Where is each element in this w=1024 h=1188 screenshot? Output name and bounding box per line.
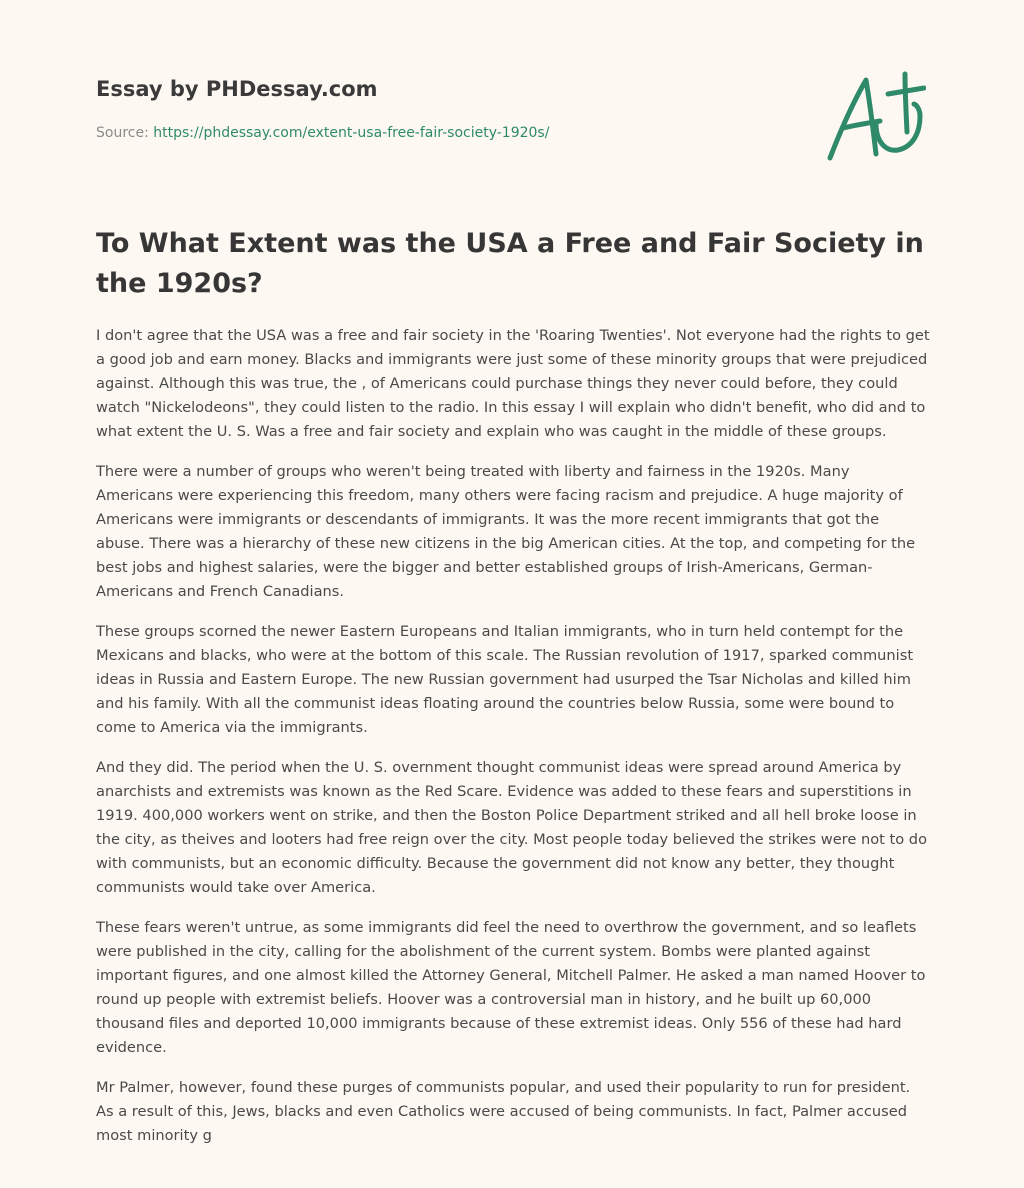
essay-paragraph: Mr Palmer, however, found these purges of communists popular, and used their popularity to run for president. As a result of this, Jews, blacks and even Catholics were accused of being communists. In fact, Palmer accused most minority g [96,1079,911,1144]
a-plus-logo-icon [826,70,926,164]
source-line [96,125,549,141]
essay-paragraph: And they did. The period when the U. S. overnment thought communist ideas were spread around America by anarchists and extremists was known as the Red Scare. Evidence was added to these fears and superstitions in 1919. 400,000 workers went on strike, and then the Boston Police Department striked and all hell broke loose in the city, as theives and looters had free reign over the city. Most people today believed the strikes were not to do with communists, but an economic difficulty. Because the government did not know any better, they thought communists would take over America. [96,759,928,896]
essay-paragraph: I don't agree that the USA was a free and fair society in the 'Roaring Twenties'. Not everyone had the rights to get a good job and earn money. Blacks and immigrants were just some of these minority groups that were prejudiced against. Although this was true, the , of Americans could purchase things they never could before, they could watch "Nickelodeons", they could listen to the radio. In this essay I will explain who didn't benefit, who did and to what extent the U. S. Was a free and fair society and explain who was caught in the middle of these groups. [96,327,930,440]
essay-body [96,324,930,1164]
source-label: Source: [96,125,154,141]
essay-paragraph: These groups scorned the newer Eastern Europeans and Italian immigrants, who in turn held contempt for the Mexicans and blacks, who were at the bottom of this scale. The Russian revolution of 1917, sparked communist ideas in Russia and Eastern Europe. The new Russian government had usurped the Tsar Nicholas and killed him and his family. With all the communist ideas floating around the countries below Russia, some were bound to come to America via the immigrants. [96,623,914,736]
essay-paragraph: There were a number of groups who weren't being treated with liberty and fairness in the 1920s. Many Americans were experiencing this freedom, many others were facing racism and prejudice. A huge majority of Americans were immigrants or descendants of immigrants. It was the more recent immigrants that got the abuse. There was a hierarchy of these new citizens in the big American cities. At the top, and competing for the best jobs and highest salaries, were the bigger and better established groups of Irish-Americans, German-Americans and French Canadians. [96,463,916,600]
essay-paragraph: These fears weren't untrue, as some immigrants did feel the need to overthrow the government, and so leaflets were published in the city, calling for the abolishment of the current system. Bombs were planted against important figures, and one almost killed the Attorney General, Mitchell Palmer. He asked a man named Hoover to round up people with extremist beliefs. Hoover was a controversial man in history, and he built up 60,000 thousand files and deported 10,000 immigrants because of these extremist ideas. Only 556 of these had hard evidence. [96,919,926,1056]
site-brand: Essay by PHDessay.com [96,77,378,101]
source-link[interactable]: https://phdessay.com/extent-usa-free-fair-society-1920s/ [153,125,550,141]
essay-title: To What Extent was the USA a Free and Fair Society in the 1920s? [96,228,924,299]
